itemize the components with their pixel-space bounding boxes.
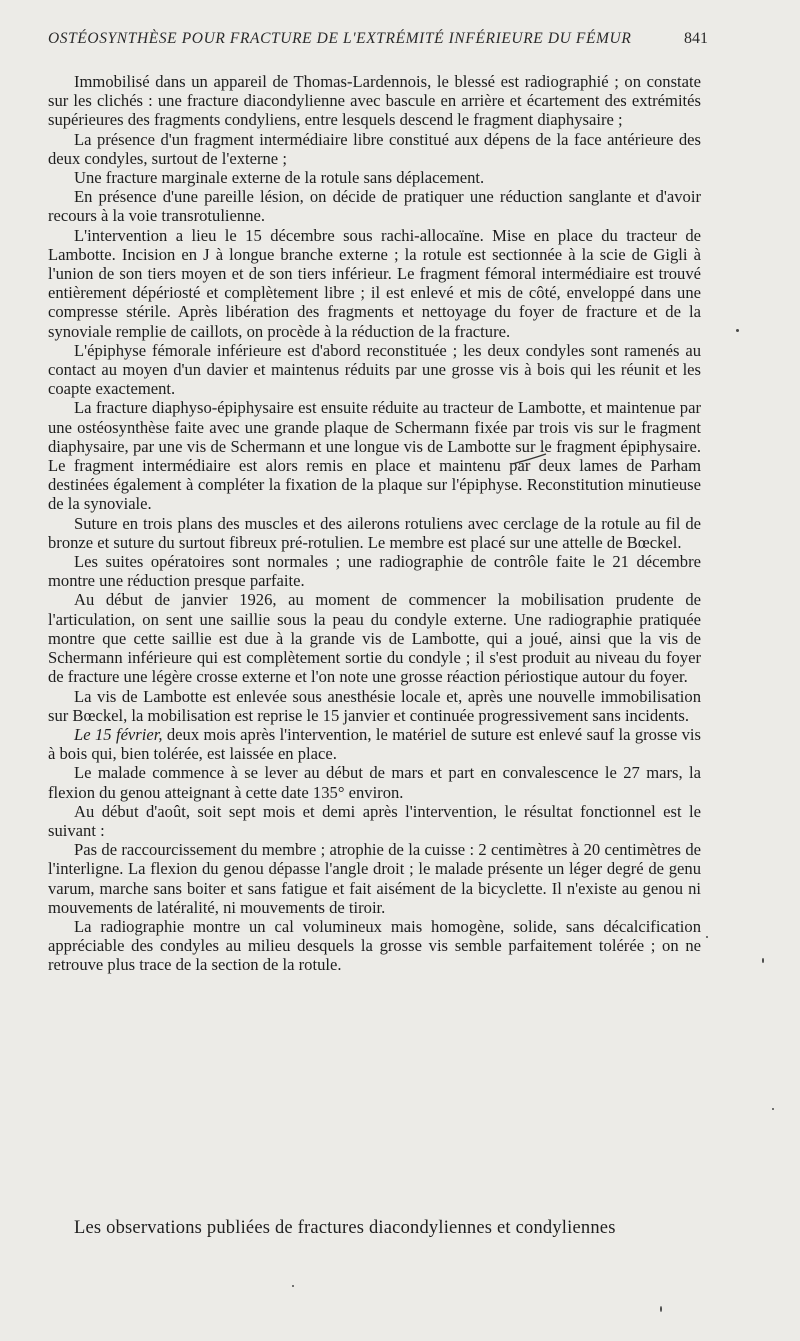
paragraph-5: L'intervention a lieu le 15 décembre sous rachi-allocaïne. Mise en place du tracteur de Lambotte. Incision en J à longue branche externe ; la rotule est sectionnée à la scie de Gigli à l'union de son tiers moyen et de son tiers inférieur. Le fragment fémoral intermédiaire est trouvé entièrement dépériosté et complètement libre ; il est enlevé et mis de côté, enveloppé dans une compresse stérile. Après libération des fragments et nettoyage du foyer de fracture et de la synoviale remplie de caillots, on procède à la réduction de la fracture. (48, 225, 701, 341)
scan-speck (736, 329, 739, 332)
page-number: 841 (684, 30, 708, 47)
paragraph-4: En présence d'une pareille lésion, on décide de pratiquer une réduction sanglante et d'avoir recours à la voie transrotulienne. (48, 187, 701, 226)
body-text (48, 72, 701, 975)
paragraph-15: Pas de raccourcissement du membre ; atrophie de la cuisse : 2 centimètres à 20 centimètres de l'interligne. La flexion du genou dépasse l'angle droit ; le malade présente un léger degré de genu varum, marche sans boiter et sans fatigue et fait aisément de la bicyclette. Il n'existe au genou ni mouvements de latéralité, ni mouvements de tiroir. (48, 840, 701, 917)
scan-speck (772, 1108, 774, 1110)
closing-line: Les observations publiées de fractures diacondyliennes et condyliennes (74, 1218, 616, 1238)
paragraph-12 (48, 725, 701, 763)
pencil-mark (510, 452, 550, 468)
scan-speck (706, 936, 708, 938)
running-header: OSTÉOSYNTHÈSE POUR FRACTURE DE L'EXTRÉMITÉ INFÉRIEURE DU FÉMUR (48, 30, 632, 47)
scan-speck (762, 958, 764, 963)
scan-speck (660, 1306, 662, 1312)
paragraph-10: Au début de janvier 1926, au moment de commencer la mobilisation prudente de l'articulation, on sent une saillie sous la peau du condyle externe. Une radiographie pratiquée montre que cette saillie est due à la grande vis de Lambotte, qui a joué, ainsi que la vis de Schermann inférieure qui est complètement sortie du condyle ; il s'est produit au niveau du foyer de fracture une légère crosse externe et l'on note une grosse réaction périostique autour du foyer. (48, 590, 701, 687)
paragraph-11: La vis de Lambotte est enlevée sous anesthésie locale et, après une nouvelle immobilisation sur Bœckel, la mobilisation est reprise le 15 janvier et continuée progressivement sans incidents. (48, 686, 701, 725)
paragraph-3: Une fracture marginale externe de la rotule sans déplacement. (74, 168, 485, 188)
paragraph-13: Le malade commence à se lever au début de mars et part en convalescence le 27 mars, la flexion du genou atteignant à cette date 135° environ. (48, 763, 701, 802)
paragraph-8: Suture en trois plans des muscles et des ailerons rotuliens avec cerclage de la rotule au fil de bronze et suture du surtout fibreux pré-rotulien. Le membre est placé sur une attelle de Bœckel. (48, 513, 701, 552)
date-lead: Le 15 février, (74, 724, 163, 744)
paragraph-16: La radiographie montre un cal volumineux mais homogène, solide, sans décalcification appréciable des condyles au milieu desquels la grosse vis semble parfaitement tolérée ; on ne retrouve plus trace de la section de la rotule. (48, 916, 701, 975)
scan-speck (292, 1285, 294, 1287)
paragraph-9: Les suites opératoires sont normales ; une radiographie de contrôle faite le 21 décembre montre une réduction presque parfaite. (48, 552, 701, 591)
paragraph-14: Au début d'août, soit sept mois et demi après l'intervention, le résultat fonctionnel est le suivant : (48, 801, 701, 840)
paragraph-7: La fracture diaphyso-épiphysaire est ensuite réduite au tracteur de Lambotte, et maintenue par une ostéosynthèse faite avec une grande plaque de Schermann fixée par trois vis sur le fragment diaphysaire, par une vis de Schermann et une longue vis de Lambotte sur le fragment épiphysaire. Le fragment intermédiaire est alors remis en place et maintenu par deux lames de Parham destinées également à compléter la fixation de la plaque sur l'épiphyse. Reconstitution minutieuse de la synoviale. (48, 398, 701, 514)
paragraph-2: La présence d'un fragment intermédiaire libre constitué aux dépens de la face antérieure des deux condyles, surtout de l'externe ; (48, 129, 701, 168)
paragraph-6: L'épiphyse fémorale inférieure est d'abord reconstituée ; les deux condyles sont ramenés au contact au moyen d'un davier et maintenus réduits par une grosse vis à bois qui les réunit et les coapte exactement. (48, 340, 701, 399)
paragraph-1: Immobilisé dans un appareil de Thomas-Lardennois, le blessé est radiographié ; on constate sur les clichés : une fracture diacondylienne avec bascule en arrière et écartement des extrémités supérieures des fragments condyliens, entre lesquels descend le fragment diaphysaire ; (48, 72, 701, 130)
paragraph-12-text: deux mois après l'intervention, le matériel de suture est enlevé sauf la grosse vis à bois qui, bien tolérée, est laissée en place. (48, 724, 701, 764)
